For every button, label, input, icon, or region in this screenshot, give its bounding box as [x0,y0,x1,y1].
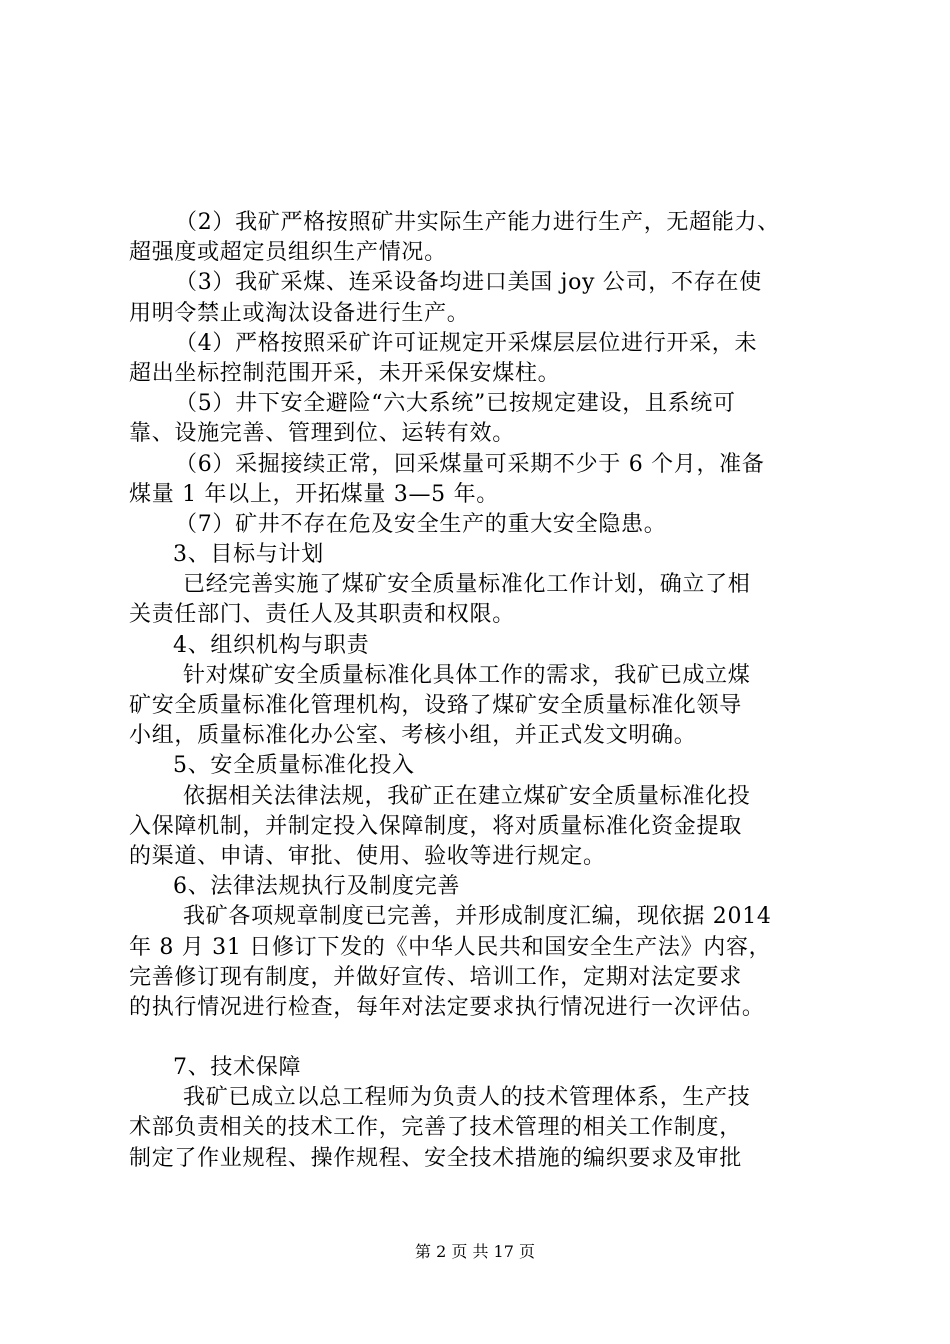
paragraph-gap [129,1023,839,1053]
text-line: 的执行情况进行检查，每年对法定要求执行情况进行一次评估。 [129,994,765,1020]
text-line: 针对煤矿安全质量标准化具体工作的需求，我矿已成立煤 [183,662,751,688]
page-footer [0,1242,950,1262]
text-line: 我矿已成立以总工程师为负责人的技术管理体系，生产技 [183,1085,751,1111]
text-line: 用明令禁止或淘汰设备进行生产。 [129,300,470,326]
text-line: 超出坐标控制范围开采，未开采保安煤柱。 [129,360,561,386]
text-line: 制定了作业规程、操作规程、安全技术措施的编织要求及审批 [129,1145,742,1171]
text-line: 超强度或超定员组织生产情况。 [129,240,447,266]
page-number: 第 2 页 共 17 页 [415,1242,535,1261]
text-line: 靠、设施完善、管理到位、运转有效。 [129,421,515,447]
section-heading: 5、安全质量标准化投入 [173,753,415,779]
text-line: 矿安全质量标准化管理机构，设臵了煤矿安全质量标准化领导 [129,693,742,718]
section-heading: 7、技术保障 [173,1055,302,1081]
text-line: （5）井下安全避险“六大系统”已按规定建设，且系统可 [175,391,736,417]
text-line: （4）严格按照采矿许可证规定开采煤层层位进行开采，未 [175,330,758,356]
text-line: 小组，质量标准化办公室、考核小组，并正式发文明确。 [129,723,697,749]
text-line: （6）采掘接续正常，回采煤量可采期不少于 6 个月，准备 [175,451,765,477]
text-line: 入保障机制，并制定投入保障制度，将对质量标准化资金提取 [129,813,742,839]
document-body [129,208,839,1174]
text-line: 年 8 月 31 日修订下发的《中华人民共和国安全生产法》内容， [129,934,772,960]
text-line: 依据相关法律法规，我矿正在建立煤矿安全质量标准化投 [183,783,751,809]
section-heading: 6、法律法规执行及制度完善 [173,874,461,900]
text-line: 关责任部门、责任人及其职责和权限。 [129,602,515,628]
text-line: 完善修订现有制度，并做好宣传、培训工作，定期对法定要求 [129,964,742,990]
text-line: 术部负责相关的技术工作，完善了技术管理的相关工作制度， [129,1115,742,1141]
text-line: （7）矿井不存在危及安全生产的重大安全隐患。 [175,511,667,537]
text-line: （2）我矿严格按照矿井实际生产能力进行生产，无超能力、 [175,210,780,235]
section-heading: 3、目标与计划 [173,542,324,568]
text-line: （3）我矿采煤、连采设备均进口美国 joy 公司，不存在使 [175,270,762,296]
text-line: 我矿各项规章制度已完善，并形成制度汇编，现依据 2014 [183,904,772,930]
section-heading: 4、组织机构与职责 [173,632,370,658]
text-line: 的渠道、申请、审批、使用、验收等进行规定。 [129,843,606,869]
text-line: 已经完善实施了煤矿安全质量标准化工作计划，确立了相 [183,572,751,598]
text-line: 煤量 1 年以上，开拓煤量 3—5 年。 [129,481,499,507]
